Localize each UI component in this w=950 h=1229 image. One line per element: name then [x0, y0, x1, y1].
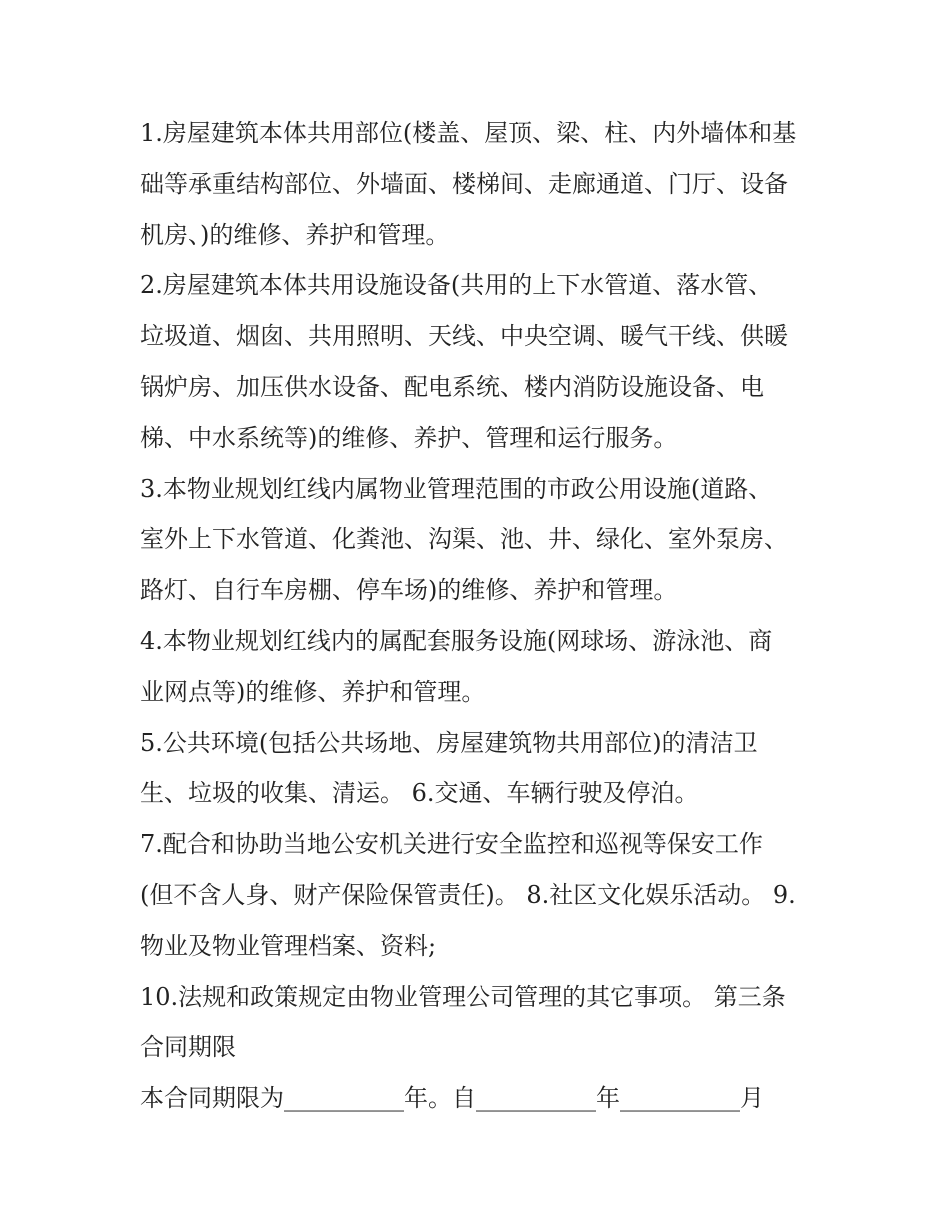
text-line: 室外上下水管道、化粪池、沟渠、池、井、绿化、室外泵房、	[140, 525, 788, 554]
text-line: 机房、)的维修、养护和管理。	[140, 220, 450, 249]
text-line: (但不含人身、财产保险保管责任)。 8.社区文化娱乐活动。 9.	[140, 880, 796, 909]
text-line: 物业及物业管理档案、资料;	[140, 931, 437, 960]
text-line: 10.法规和政策规定由物业管理公司管理的其它事项。 第三条	[140, 982, 786, 1011]
text-line: 1.房屋建筑本体共用部位(楼盖、屋顶、梁、柱、内外墙体和基	[140, 119, 797, 147]
text-line: 生、垃圾的收集、清运。 6.交通、车辆行驶及停泊。	[140, 779, 699, 808]
text-line: 锅炉房、加压供水设备、配电系统、楼内消防设施设备、电	[140, 372, 764, 401]
section-heading: 合同期限	[140, 1033, 236, 1062]
text-line: 路灯、自行车房棚、停车场)的维修、养护和管理。	[140, 576, 678, 605]
text-line: 垃圾道、烟囱、共用照明、天线、中央空调、暖气干线、供暖	[140, 322, 788, 351]
text-line: 4.本物业规划红线内的属配套服务设施(网球场、游泳池、商	[140, 626, 773, 655]
text-line: 业网点等)的维修、养护和管理。	[140, 677, 486, 706]
text-line: 3.本物业规划红线内属物业管理范围的市政公用设施(道路、	[140, 474, 773, 503]
text-line: 7.配合和协助当地公安机关进行安全监控和巡视等保安工作	[140, 830, 763, 859]
text-line: 梯、中水系统等)的维修、养护、管理和运行服务。	[140, 423, 678, 452]
text-line: 本合同期限为__________年。自__________年__________月	[140, 1084, 764, 1113]
text-line: 础等承重结构部位、外墙面、楼梯间、走廊通道、门厅、设备	[140, 169, 788, 198]
text-line: 2.房屋建筑本体共用设施设备(共用的上下水管道、落水管、	[140, 271, 773, 300]
document-body	[140, 108, 820, 1124]
text-line: 5.公共环境(包括公共场地、房屋建筑物共用部位)的清洁卫	[140, 728, 758, 757]
